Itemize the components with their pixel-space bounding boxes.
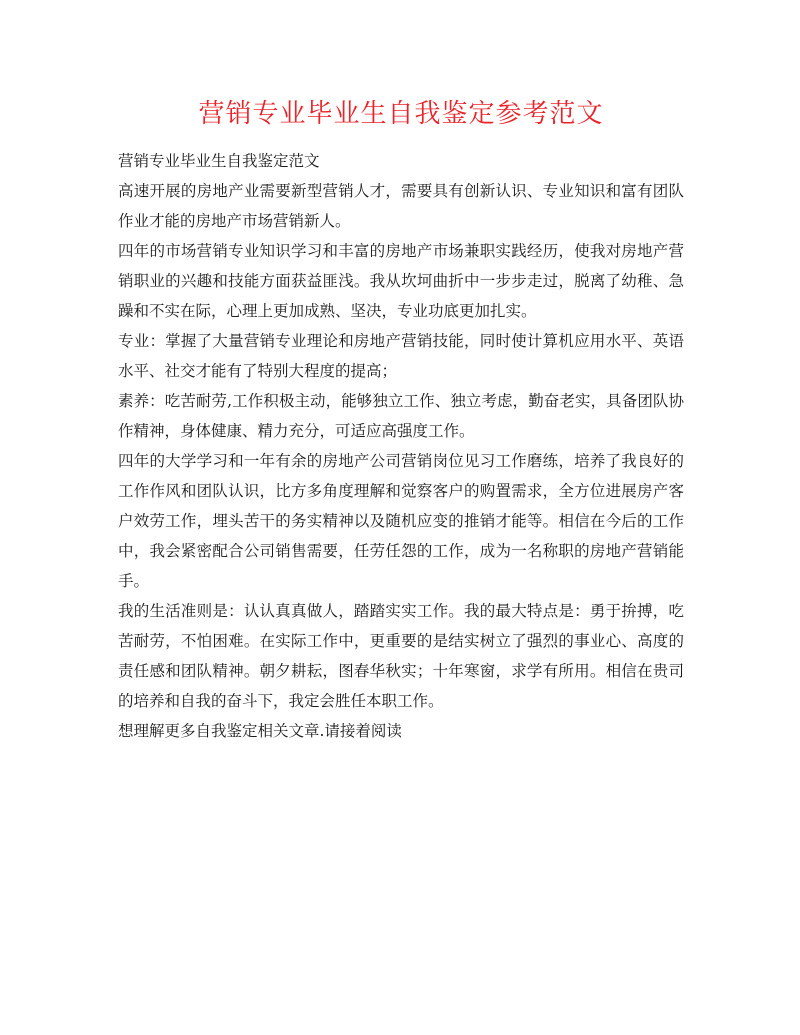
paragraph-intro: 高速开展的房地产业需要新型营销人才，需要具有创新认识、专业知识和富有团队作业才能的房地产市场营销新人。 [118,182,684,230]
paragraph-life-principles: 我的生活准则是：认认真真做人，踏踏实实工作。我的最大特点是：勇于拚搏，吃苦耐劳，不怕困难。在实际工作中，更重要的是结实树立了强烈的事业心、高度的责任感和团队精神。朝夕耕耘，图春华秋实；十年寒窗，求学有所用。相信在贵司的培养和自我的奋斗下，我定会胜任本职工作。 [118,602,684,710]
paragraph-internship: 四年的大学学习和一年有余的房地产公司营销岗位见习工作磨练，培养了我良好的工作作风和团队认识，比方多角度理解和觉察客户的购置需求，全方位进展房产客户效劳工作，埋头苦干的务实精神以及随机应变的推销才能等。相信在今后的工作中，我会紧密配合公司销售需要，任劳任怨的工作，成为一名称职的房地产营销能手。 [118,452,684,590]
document-title: 营销专业毕业生自我鉴定参考范文 [198,99,604,129]
paragraph-professional: 专业：掌握了大量营销专业理论和房地产营销技能，同时使计算机应用水平、英语水平、社交才能有了特别大程度的提高； [118,332,684,380]
document-page [118,96,684,746]
paragraph-experience: 四年的市场营销专业知识学习和丰富的房地产市场兼职实践经历，使我对房地产营销职业的兴趣和技能方面获益匪浅。我从坎坷曲折中一步步走过，脱离了幼稚、急躁和不实在际，心理上更加成熟、坚决，专业功底更加扎实。 [118,242,684,320]
paragraph-quality: 素养：吃苦耐劳,工作积极主动，能够独立工作、独立考虑，勤奋老实，具备团队协作精神，身体健康、精力充分，可适应高强度工作。 [118,392,684,440]
paragraph-subtitle: 营销专业毕业生自我鉴定范文 [118,152,320,170]
paragraph-read-more: 想理解更多自我鉴定相关文章.请接着阅读 [118,722,402,740]
